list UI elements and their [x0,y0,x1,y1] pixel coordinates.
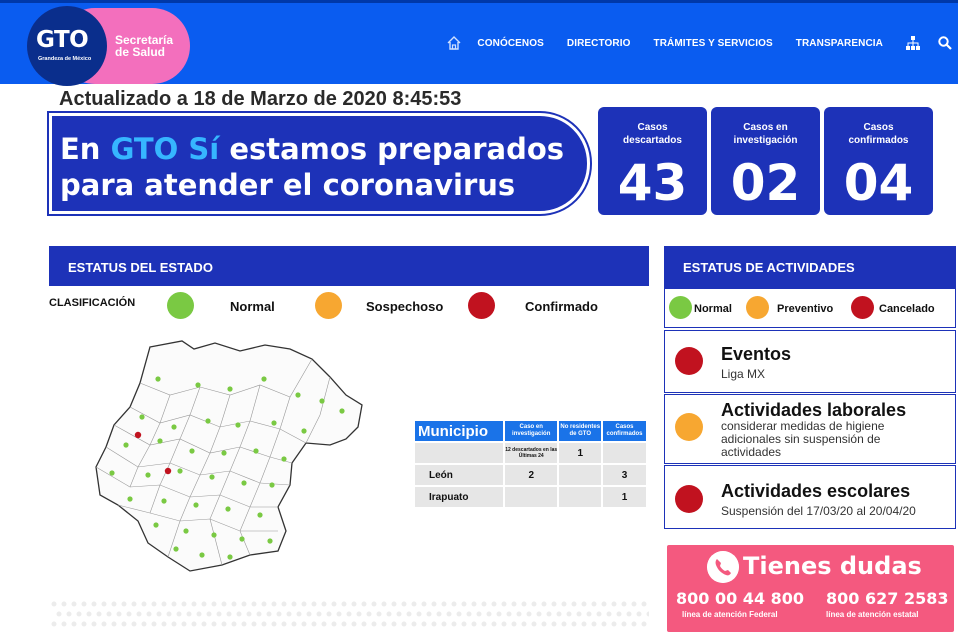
table-cell [505,487,557,507]
updated-timestamp: Actualizado a 18 de Marzo de 2020 8:45:53 [59,88,462,110]
phone-icon [707,551,739,583]
counter-value: 43 [617,154,688,212]
guanajuato-map[interactable] [90,335,368,577]
actividades-legend [664,288,956,328]
act-legend-dot-preventivo [746,296,769,319]
search-icon[interactable] [938,36,952,50]
table-cell [415,443,503,463]
secretaria-label [115,34,173,58]
act-legend-dot-cancelado [851,296,874,319]
top-navbar [0,0,958,84]
banner-line1-highlight: GTO Sí [110,132,220,166]
table-cell: León [415,465,503,485]
table-cell [559,487,601,507]
municipio-table [413,419,648,509]
status-dot [675,413,703,441]
act-legend-normal: Normal [694,303,732,315]
federal-number[interactable]: 800 00 44 800 [676,589,805,608]
gto-logo[interactable] [27,6,190,84]
table-cell [603,443,646,463]
nav-conocenos[interactable]: CONÓCENOS [477,37,544,49]
act-legend-dot-normal [669,296,692,319]
legend-sospechoso-label: Sospechoso [366,299,444,314]
activity-desc: considerar medidas de higiene adicionales sin suspensión de actividades [721,419,885,459]
nav-tramites[interactable]: TRÁMITES Y SERVICIOS [653,37,773,49]
activity-laborales [664,394,956,464]
nav-directorio[interactable]: DIRECTORIO [566,37,631,49]
counter-label: Casos descartados [623,122,682,146]
activity-desc: Liga MX [721,367,766,381]
main-nav [446,33,958,53]
table-row [415,443,646,463]
estatus-actividades-heading: ESTATUS DE ACTIVIDADES [664,246,956,288]
counter-label: Casos en investigación [733,122,798,146]
table-header: Casos confirmados [603,421,646,441]
estatal-number[interactable]: 800 627 2583 [826,589,949,608]
legend-dot-sospechoso [315,292,342,319]
activity-desc: Suspensión del 17/03/20 al 20/04/20 [721,504,916,518]
activity-title: Actividades escolares [721,481,911,501]
counter-confirmados [824,107,933,215]
legend-dot-confirmado [468,292,495,319]
hero-banner [49,113,590,214]
legend-confirmado-label: Confirmado [525,299,598,314]
status-dot [675,347,703,375]
dudas-title: Tienes dudas [743,552,922,580]
secretaria-line2: de Salud [115,45,166,59]
banner-line2: para atender el coronavirus [60,168,516,202]
estatal-caption: línea de atención estatal [826,610,919,619]
sitemap-icon[interactable] [906,36,920,50]
table-cell: Irapuato [415,487,503,507]
legend-normal-label: Normal [230,299,275,314]
legend-dot-normal [167,292,194,319]
activity-title: Eventos [721,344,792,364]
activity-escolares [664,465,956,529]
banner-line1-pre: En [60,132,111,166]
banner-line1-post: estamos preparados [219,132,565,166]
estatus-estado-heading: ESTATUS DEL ESTADO [49,246,649,286]
table-header-row [415,421,646,441]
banner-line1 [60,132,564,166]
secretaria-line1: Secretaría [115,33,174,47]
table-header: Municipio [415,421,503,441]
table-cell [559,465,601,485]
counter-descartados [598,107,707,215]
table-row [415,465,646,485]
nav-transparencia[interactable]: TRANSPARENCIA [795,37,883,49]
home-icon[interactable] [446,35,462,51]
help-hotline-banner[interactable] [667,545,954,632]
counter-value: 04 [843,154,914,212]
table-cell: 1 [603,487,646,507]
table-cell: 2 [505,465,557,485]
table-row [415,487,646,507]
counter-investigacion [711,107,820,215]
act-legend-cancelado: Cancelado [879,303,935,315]
logo-text: GTO [36,27,89,53]
table-cell: 1 [559,443,601,463]
counter-value: 02 [730,154,801,212]
act-legend-preventivo: Preventivo [777,303,834,315]
table-cell: 12 descartados en las Últimas 24 [505,443,557,463]
counter-label: Casos confirmados [848,122,909,146]
table-header: No residentes de GTO [559,421,601,441]
activity-eventos [664,330,956,393]
table-cell: 3 [603,465,646,485]
clasificacion-label: CLASIFICACIÓN [49,297,136,309]
activity-title: Actividades laborales [721,400,907,420]
estado-legend [49,292,649,322]
logo-tagline: Grandeza de México [38,56,92,62]
table-header: Caso en investigación [505,421,557,441]
federal-caption: línea de atención Federal [682,610,778,619]
decorative-dot-band [49,598,649,633]
status-dot [675,485,703,513]
